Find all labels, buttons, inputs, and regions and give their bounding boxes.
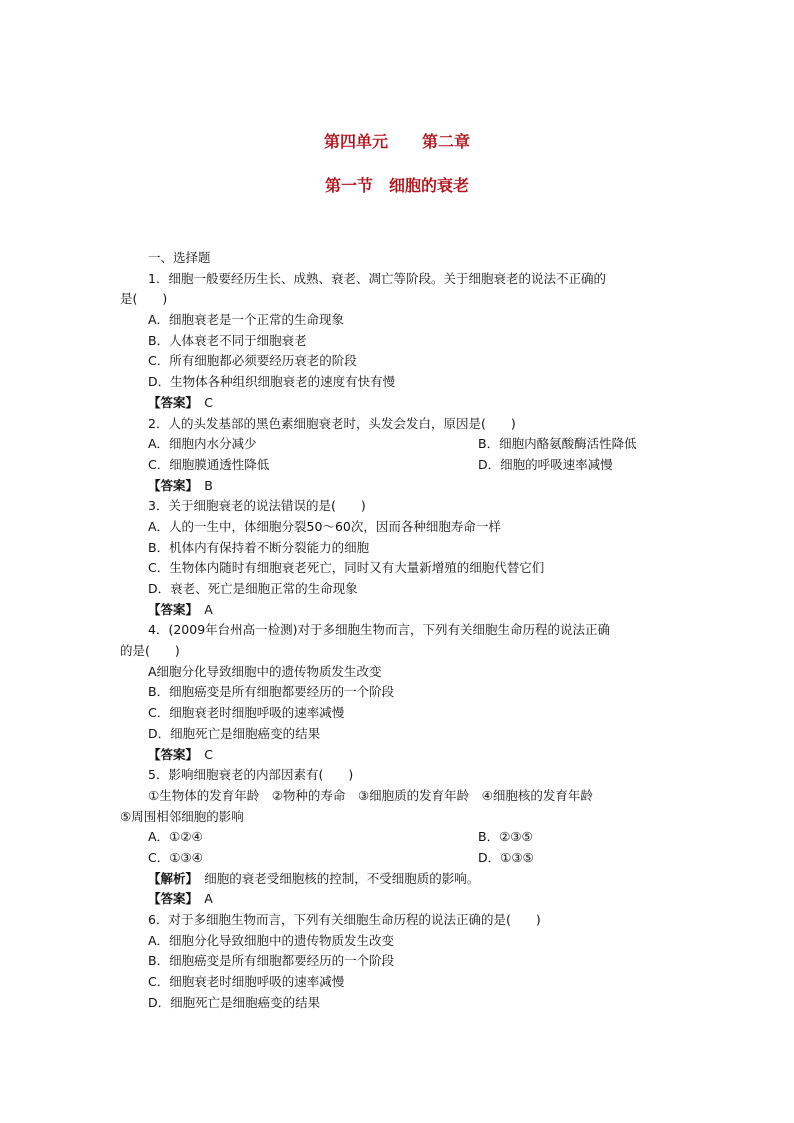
q6-option-a: A．细胞分化导致细胞中的遗传物质发生改变: [148, 932, 395, 948]
q6-option-b: B．细胞癌变是所有细胞都要经历的一个阶段: [148, 953, 395, 969]
answer-value: C: [204, 746, 214, 762]
answer-tag: 【答案】: [148, 746, 192, 762]
chapter-title: 第二章: [422, 132, 471, 151]
q4-option-b: B．细胞癌变是所有细胞都要经历的一个阶段: [148, 684, 395, 700]
q3-option-a: A．人的一生中，体细胞分裂50～60次，因而各种细胞寿命一样: [148, 518, 501, 534]
q2-option-d: D．细胞的呼吸速率减慢: [478, 456, 613, 472]
q5-option-row-2: [120, 848, 680, 869]
question-5-stem: 5．影响细胞衰老的内部因素有( ): [148, 767, 354, 783]
q2-option-a: A．细胞内水分减少: [148, 436, 257, 452]
q2-option-c: C．细胞膜通透性降低: [148, 456, 270, 472]
question-list: [120, 248, 680, 1013]
q2-answer: [120, 476, 680, 497]
q3-answer: [120, 600, 680, 621]
answer-value: A: [204, 601, 213, 617]
q1-option-d: D．生物体各种组织细胞衰老的速度有快有慢: [148, 374, 396, 390]
q5-option-a: A．①②④: [148, 829, 203, 845]
question-6-stem: 6．对于多细胞生物而言，下列有关细胞生命历程的说法正确的是( ): [148, 912, 541, 927]
q3-option-b: B．机体内有保持着不断分裂能力的细胞: [148, 539, 370, 555]
question-4-stem: 4．(2009年台州高一检测)对于多细胞生物而言，下列有关细胞生命历程的说法正确: [148, 622, 611, 638]
q5-factors-cont: ⑤周围相邻细胞的影响: [120, 808, 244, 824]
question-4-stem-cont: 的是( ): [120, 643, 180, 659]
q1-answer: [120, 393, 680, 414]
answer-tag: 【答案】: [148, 477, 192, 493]
answer-value: B: [204, 477, 213, 493]
question-2-stem: 2．人的头发基部的黑色素细胞衰老时，头发会发白，原因是( ): [148, 415, 516, 431]
q5-option-b: B．②③⑤: [478, 829, 533, 845]
q4-answer: [120, 745, 680, 766]
answer-tag: 【答案】: [148, 394, 192, 410]
q5-analysis: [120, 869, 680, 890]
q3-option-c: C．生物体内随时有细胞衰老死亡，同时又有大量新增殖的细胞代替它们: [148, 560, 545, 576]
q5-factors: ①生物体的发育年龄 ②物种的寿命 ③细胞质的发育年龄 ④细胞核的发育年龄: [148, 787, 593, 803]
q6-option-c: C．细胞衰老时细胞呼吸的速率减慢: [148, 974, 345, 990]
q6-option-d: D．细胞死亡是细胞癌变的结果: [148, 994, 321, 1010]
q5-option-d: D．①③⑤: [478, 849, 534, 865]
section-heading: [0, 173, 794, 196]
q5-option-row-1: [120, 827, 680, 848]
section-label: 一、选择题: [148, 250, 211, 265]
q2-option-b: B．细胞内酪氨酸酶活性降低: [478, 436, 637, 452]
q2-option-row-2: [120, 455, 680, 476]
answer-tag: 【答案】: [148, 601, 192, 617]
analysis-tag: 【解析】: [148, 870, 192, 886]
analysis-text: 细胞的衰老受细胞核的控制，不受细胞质的影响。: [204, 870, 480, 886]
q3-option-d: D．衰老、死亡是细胞正常的生命现象: [148, 581, 358, 596]
question-3-stem: 3．关于细胞衰老的说法错误的是( ): [148, 498, 366, 514]
section-number: 第一节: [324, 176, 373, 195]
q4-option-c: C．细胞衰老时细胞呼吸的速率减慢: [148, 705, 345, 721]
q5-answer: [120, 889, 680, 910]
q1-option-a: A．细胞衰老是一个正常的生命现象: [148, 312, 345, 328]
q1-option-c: C．所有细胞都必须要经历衰老的阶段: [148, 353, 357, 369]
q5-option-c: C．①③④: [148, 849, 203, 865]
unit-chapter-heading: [0, 129, 794, 152]
question-1-stem: 1．细胞一般要经历生长、成熟、衰老、凋亡等阶段。关于细胞衰老的说法不正确的: [148, 270, 606, 286]
q4-option-d: D．细胞死亡是细胞癌变的结果: [148, 725, 321, 741]
section-title: 细胞的衰老: [389, 176, 470, 195]
answer-tag: 【答案】: [148, 891, 192, 907]
answer-value: A: [204, 891, 213, 907]
question-1-stem-cont: 是( ): [120, 291, 168, 307]
answer-value: C: [204, 394, 214, 410]
q1-option-b: B．人体衰老不同于细胞衰老: [148, 332, 307, 348]
unit-title: 第四单元: [323, 132, 388, 151]
q4-option-a: A细胞分化导致细胞中的遗传物质发生改变: [148, 663, 382, 679]
q2-option-row-1: [120, 434, 680, 455]
